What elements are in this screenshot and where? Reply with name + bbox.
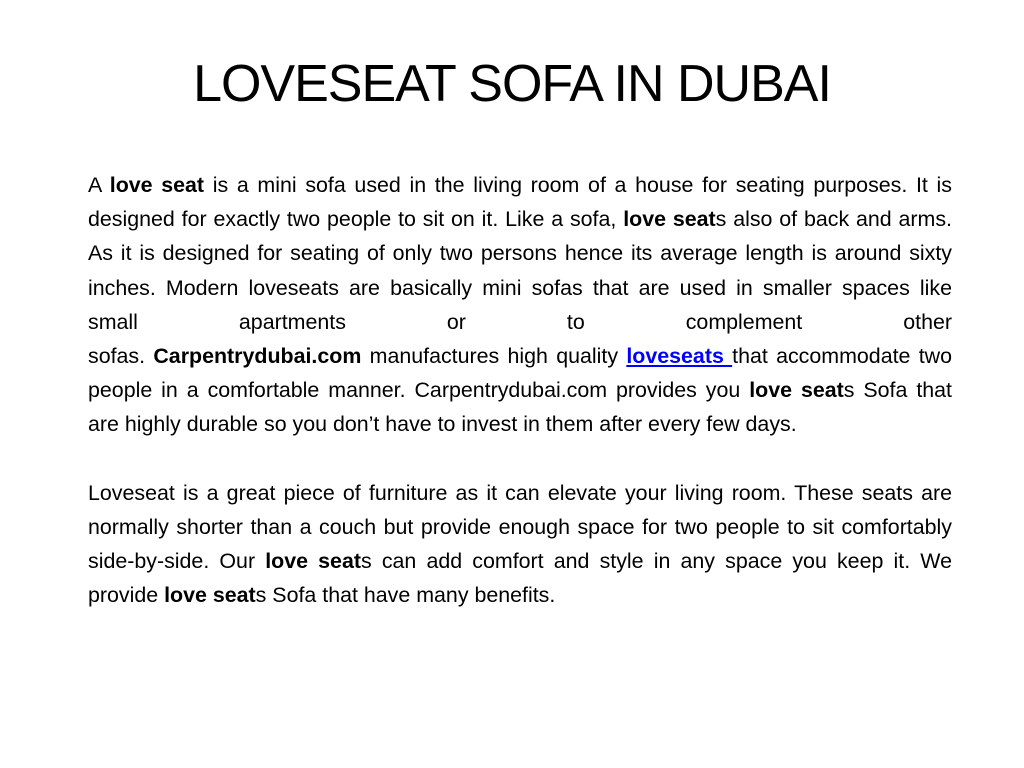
text-run: s Sofa that have many benefits. bbox=[255, 583, 556, 608]
text-run: that accommodate two people in a comfortable manner. Carpentrydubai.com provides you bbox=[88, 344, 952, 403]
text-run: Loveseat is a great piece of furniture as it can elevate your living room. These seats are normally shorter than a couch but provide enough space for two people to sit comfortably side-by-side. Our bbox=[88, 480, 952, 574]
paragraph-2 bbox=[88, 476, 952, 613]
text-run: is a mini sofa used in the living room of a house for seating purposes. It is designed for exactly two people to sit on it. Like a sofa, bbox=[88, 173, 952, 232]
bold-brand-name: Carpentrydubai.com bbox=[153, 344, 362, 369]
bold-love-seat: love seat bbox=[265, 549, 361, 574]
text-run: sofas. bbox=[88, 344, 154, 369]
paragraph-1-head bbox=[88, 168, 952, 339]
bold-love-seat: love seat bbox=[623, 207, 716, 232]
loveseats-link[interactable]: loveseats bbox=[626, 344, 733, 369]
text-run: s can add comfort and style in any space you keep it. We provide bbox=[88, 549, 953, 608]
text-run: A bbox=[88, 173, 110, 197]
page-title: LOVESEAT SOFA IN DUBAI bbox=[193, 55, 831, 113]
text-run: s also of back and arms. As it is designed for seating of only two persons hence its average length is around sixty inches. Modern loveseats are basically mini sofas that are used in smaller spaces like small apartments or to complement other bbox=[88, 207, 953, 334]
text-run: manufactures high quality bbox=[361, 344, 627, 369]
bold-love-seat: love seat bbox=[164, 583, 256, 608]
text-run: s Sofa that are highly durable so you don’t have to invest in them after every few days. bbox=[88, 378, 953, 437]
paragraph-1 bbox=[88, 168, 952, 442]
slide-body bbox=[88, 168, 952, 613]
bold-love-seat: love seat bbox=[109, 173, 205, 197]
bold-love-seat: love seat bbox=[749, 378, 844, 403]
